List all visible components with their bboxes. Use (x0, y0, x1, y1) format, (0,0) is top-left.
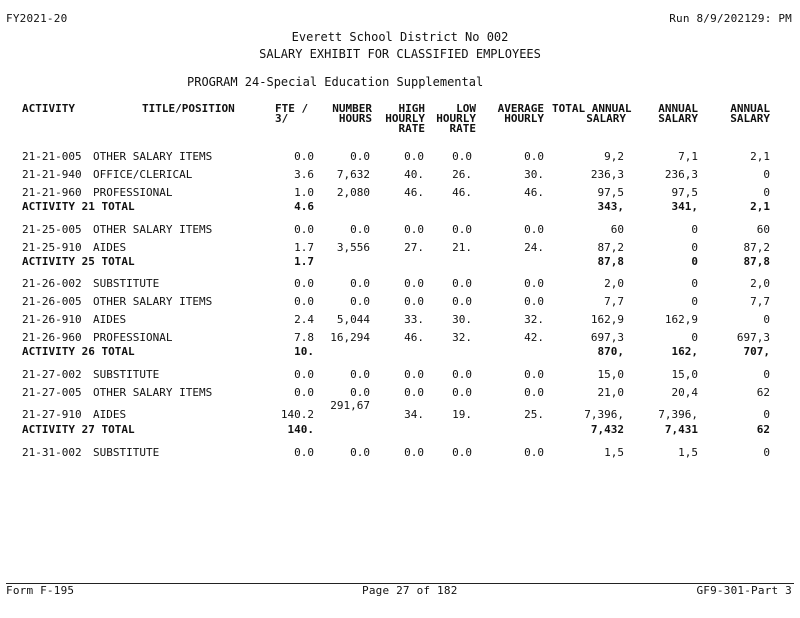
hours-value: 0.0 (350, 223, 370, 236)
activity-code: 21-27-005 (22, 386, 82, 399)
high-rate-value: 0.0 (404, 223, 424, 236)
activity-code: 21-21-005 (22, 150, 82, 163)
total-salary-value: 60 (610, 223, 624, 236)
table-row (0, 313, 800, 327)
low-rate-value: 0.0 (452, 386, 472, 399)
avg-rate-value: 24. (524, 241, 544, 254)
avg-rate-value: 30. (524, 168, 544, 181)
table-row (0, 277, 800, 291)
total-salary-value: 21,0 (597, 386, 624, 399)
annual-salary-1-value: 0 (691, 277, 698, 290)
annual-salary-2-value: 62 (756, 423, 770, 436)
annual-salary-2-value: 0 (763, 186, 770, 199)
activity-code: 21-26-005 (22, 295, 82, 308)
annual-salary-1-value: 1,5 (678, 446, 698, 459)
col-activity: ACTIVITY (22, 102, 75, 115)
total-salary-value: 7,432 (590, 423, 624, 436)
title-position: AIDES (93, 408, 127, 421)
table-row (0, 241, 800, 255)
hours-value: 5,044 (336, 313, 370, 326)
fte-value: 7.8 (294, 331, 314, 344)
title-position: SUBSTITUTE (93, 277, 160, 290)
low-rate-value: 26. (452, 168, 472, 181)
fte-value: 0.0 (294, 150, 314, 163)
table-row (0, 386, 800, 400)
low-rate-value: 0.0 (452, 150, 472, 163)
col-fte: FTE / 3/ (275, 102, 309, 125)
fte-value: 3.6 (294, 168, 314, 181)
activity-code: 21-25-005 (22, 223, 82, 236)
avg-rate-value: 0.0 (524, 150, 544, 163)
total-salary-value: 15,0 (597, 368, 624, 381)
title-position: AIDES (93, 313, 127, 326)
annual-salary-1-value: 236,3 (664, 168, 698, 181)
avg-rate-value: 0.0 (524, 295, 544, 308)
annual-salary-2-value: 0 (763, 368, 770, 381)
title-position: SUBSTITUTE (93, 368, 160, 381)
program-title: PROGRAM 24-Special Education Supplemental (187, 75, 484, 89)
subtotal-label: ACTIVITY 21 TOTAL (22, 200, 135, 213)
high-rate-value: 33. (404, 313, 424, 326)
fte-value: 2.4 (294, 313, 314, 326)
annual-salary-2-value: 62 (756, 386, 770, 399)
annual-salary-1-value: 0 (691, 331, 698, 344)
high-rate-value: 0.0 (404, 446, 424, 459)
col-high-rate: HIGH HOURLY RATE (385, 102, 425, 135)
col-annual-salary-2: ANNUAL SALARY (730, 102, 770, 125)
high-rate-value: 27. (404, 241, 424, 254)
page-number: Page 27 of 182 (362, 584, 458, 597)
subtotal-label: ACTIVITY 25 TOTAL (22, 255, 135, 268)
total-salary-value: 7,396, (584, 408, 624, 421)
table-row (0, 368, 800, 382)
hours-value: 7,632 (336, 168, 370, 181)
activity-code: 21-26-910 (22, 313, 82, 326)
annual-salary-1-value: 15,0 (671, 368, 698, 381)
hours-value: 0.0 (350, 368, 370, 381)
total-salary-value: 343, (597, 200, 624, 213)
annual-salary-2-value: 2,1 (750, 200, 770, 213)
high-rate-value: 34. (404, 408, 424, 421)
low-rate-value: 21. (452, 241, 472, 254)
hours-value: 0.0 (350, 150, 370, 163)
activity-code: 21-27-002 (22, 368, 82, 381)
total-salary-value: 236,3 (590, 168, 624, 181)
total-salary-value: 9,2 (604, 150, 624, 163)
annual-salary-1-value: 0 (691, 255, 698, 268)
activity-code: 21-21-940 (22, 168, 82, 181)
annual-salary-1-value: 97,5 (671, 186, 698, 199)
title-position: OTHER SALARY ITEMS (93, 295, 213, 308)
avg-rate-value: 0.0 (524, 446, 544, 459)
fiscal-year: FY2021-20 (6, 12, 68, 25)
hours-value: 0.0 (350, 446, 370, 459)
low-rate-value: 0.0 (452, 295, 472, 308)
total-salary-value: 1,5 (604, 446, 624, 459)
annual-salary-2-value: 60 (756, 223, 770, 236)
subtotal-label: ACTIVITY 26 TOTAL (22, 345, 135, 358)
annual-salary-1-value: 7,431 (664, 423, 698, 436)
table-row (0, 223, 800, 237)
avg-rate-value: 42. (524, 331, 544, 344)
annual-salary-1-value: 7,1 (678, 150, 698, 163)
hours-value: 291,67 (330, 399, 370, 412)
table-row (0, 399, 800, 422)
annual-salary-2-value: 0 (763, 446, 770, 459)
col-total-salary: TOTAL ANNUAL SALARY (552, 102, 632, 125)
table-row (0, 295, 800, 309)
annual-salary-1-value: 0 (691, 223, 698, 236)
avg-rate-value: 25. (524, 408, 544, 421)
hours-value: 0.0 (350, 386, 370, 399)
high-rate-value: 0.0 (404, 386, 424, 399)
total-salary-value: 697,3 (590, 331, 624, 344)
fte-value: 0.0 (294, 446, 314, 459)
title-position: SUBSTITUTE (93, 446, 160, 459)
hours-value: 0.0 (350, 277, 370, 290)
high-rate-value: 0.0 (404, 368, 424, 381)
low-rate-value: 30. (452, 313, 472, 326)
col-annual-salary-1: ANNUAL SALARY (658, 102, 698, 125)
fte-value: 0.0 (294, 223, 314, 236)
activity-code: 21-26-960 (22, 331, 82, 344)
activity-code: 21-21-960 (22, 186, 82, 199)
col-hours: NUMBER HOURS (332, 102, 372, 125)
col-avg-rate: AVERAGE HOURLY (497, 102, 544, 125)
total-salary-value: 87,2 (597, 241, 624, 254)
table-row (0, 150, 800, 164)
subtotal-label: ACTIVITY 27 TOTAL (22, 423, 135, 436)
fte-value: 0.0 (294, 277, 314, 290)
annual-salary-2-value: 707, (743, 345, 770, 358)
total-salary-value: 162,9 (590, 313, 624, 326)
low-rate-value: 46. (452, 186, 472, 199)
fte-value: 0.0 (294, 368, 314, 381)
subtotal-row (0, 255, 800, 269)
fte-value: 0.0 (294, 295, 314, 308)
annual-salary-1-value: 7,396, (658, 408, 698, 421)
avg-rate-value: 46. (524, 186, 544, 199)
total-salary-value: 7,7 (604, 295, 624, 308)
activity-code: 21-26-002 (22, 277, 82, 290)
avg-rate-value: 0.0 (524, 223, 544, 236)
activity-code: 21-27-910 (22, 408, 82, 421)
annual-salary-1-value: 162,9 (664, 313, 698, 326)
fte-value: 140. (287, 423, 314, 436)
annual-salary-2-value: 0 (763, 313, 770, 326)
low-rate-value: 0.0 (452, 277, 472, 290)
table-row (0, 331, 800, 345)
low-rate-value: 32. (452, 331, 472, 344)
col-low-rate: LOW HOURLY RATE (436, 102, 476, 135)
high-rate-value: 40. (404, 168, 424, 181)
high-rate-value: 0.0 (404, 295, 424, 308)
low-rate-value: 0.0 (452, 368, 472, 381)
activity-code: 21-25-910 (22, 241, 82, 254)
total-salary-value: 97,5 (597, 186, 624, 199)
title-position: OTHER SALARY ITEMS (93, 223, 213, 236)
annual-salary-1-value: 162, (671, 345, 698, 358)
low-rate-value: 0.0 (452, 223, 472, 236)
title-position: PROFESSIONAL (93, 186, 173, 199)
total-salary-value: 2,0 (604, 277, 624, 290)
high-rate-value: 46. (404, 331, 424, 344)
title-position: OTHER SALARY ITEMS (93, 386, 213, 399)
table-row (0, 186, 800, 200)
low-rate-value: 19. (452, 408, 472, 421)
high-rate-value: 0.0 (404, 277, 424, 290)
title-position: PROFESSIONAL (93, 331, 173, 344)
report-code: GF9-301-Part 3 (696, 584, 792, 597)
title-position: OFFICE/CLERICAL (93, 168, 193, 181)
low-rate-value: 0.0 (452, 446, 472, 459)
high-rate-value: 46. (404, 186, 424, 199)
high-rate-value: 0.0 (404, 150, 424, 163)
annual-salary-2-value: 0 (763, 408, 770, 421)
hours-value: 0.0 (350, 295, 370, 308)
table-row (0, 446, 800, 460)
hours-value: 3,556 (336, 241, 370, 254)
annual-salary-1-value: 0 (691, 241, 698, 254)
run-info: Run 8/9/202129: PM (669, 12, 792, 25)
activity-code: 21-31-002 (22, 446, 82, 459)
annual-salary-2-value: 2,0 (750, 277, 770, 290)
district-name: Everett School District No 002 (291, 30, 509, 44)
table-row (0, 168, 800, 182)
fte-value: 140.2 (280, 408, 314, 421)
annual-salary-2-value: 0 (763, 168, 770, 181)
annual-salary-2-value: 7,7 (750, 295, 770, 308)
fte-value: 4.6 (294, 200, 314, 213)
fte-value: 1.7 (294, 255, 314, 268)
avg-rate-value: 0.0 (524, 368, 544, 381)
hours-value: 2,080 (336, 186, 370, 199)
total-salary-value: 870, (597, 345, 624, 358)
total-salary-value: 87,8 (597, 255, 624, 268)
fte-value: 10. (294, 345, 314, 358)
hours-value: 16,294 (330, 331, 370, 344)
annual-salary-2-value: 87,8 (743, 255, 770, 268)
subtotal-row (0, 345, 800, 359)
fte-value: 1.7 (294, 241, 314, 254)
annual-salary-2-value: 87,2 (743, 241, 770, 254)
fte-value: 0.0 (294, 386, 314, 399)
subtotal-row (0, 200, 800, 214)
annual-salary-2-value: 697,3 (736, 331, 770, 344)
annual-salary-2-value: 2,1 (750, 150, 770, 163)
avg-rate-value: 0.0 (524, 277, 544, 290)
col-title: TITLE/POSITION (142, 102, 235, 115)
annual-salary-1-value: 0 (691, 295, 698, 308)
avg-rate-value: 32. (524, 313, 544, 326)
annual-salary-1-value: 20,4 (671, 386, 698, 399)
fte-value: 1.0 (294, 186, 314, 199)
title-position: OTHER SALARY ITEMS (93, 150, 213, 163)
subtotal-row (0, 423, 800, 437)
annual-salary-1-value: 341, (671, 200, 698, 213)
avg-rate-value: 0.0 (524, 386, 544, 399)
report-title: SALARY EXHIBIT FOR CLASSIFIED EMPLOYEES (259, 47, 541, 61)
title-position: AIDES (93, 241, 127, 254)
form-number: Form F-195 (6, 584, 75, 597)
